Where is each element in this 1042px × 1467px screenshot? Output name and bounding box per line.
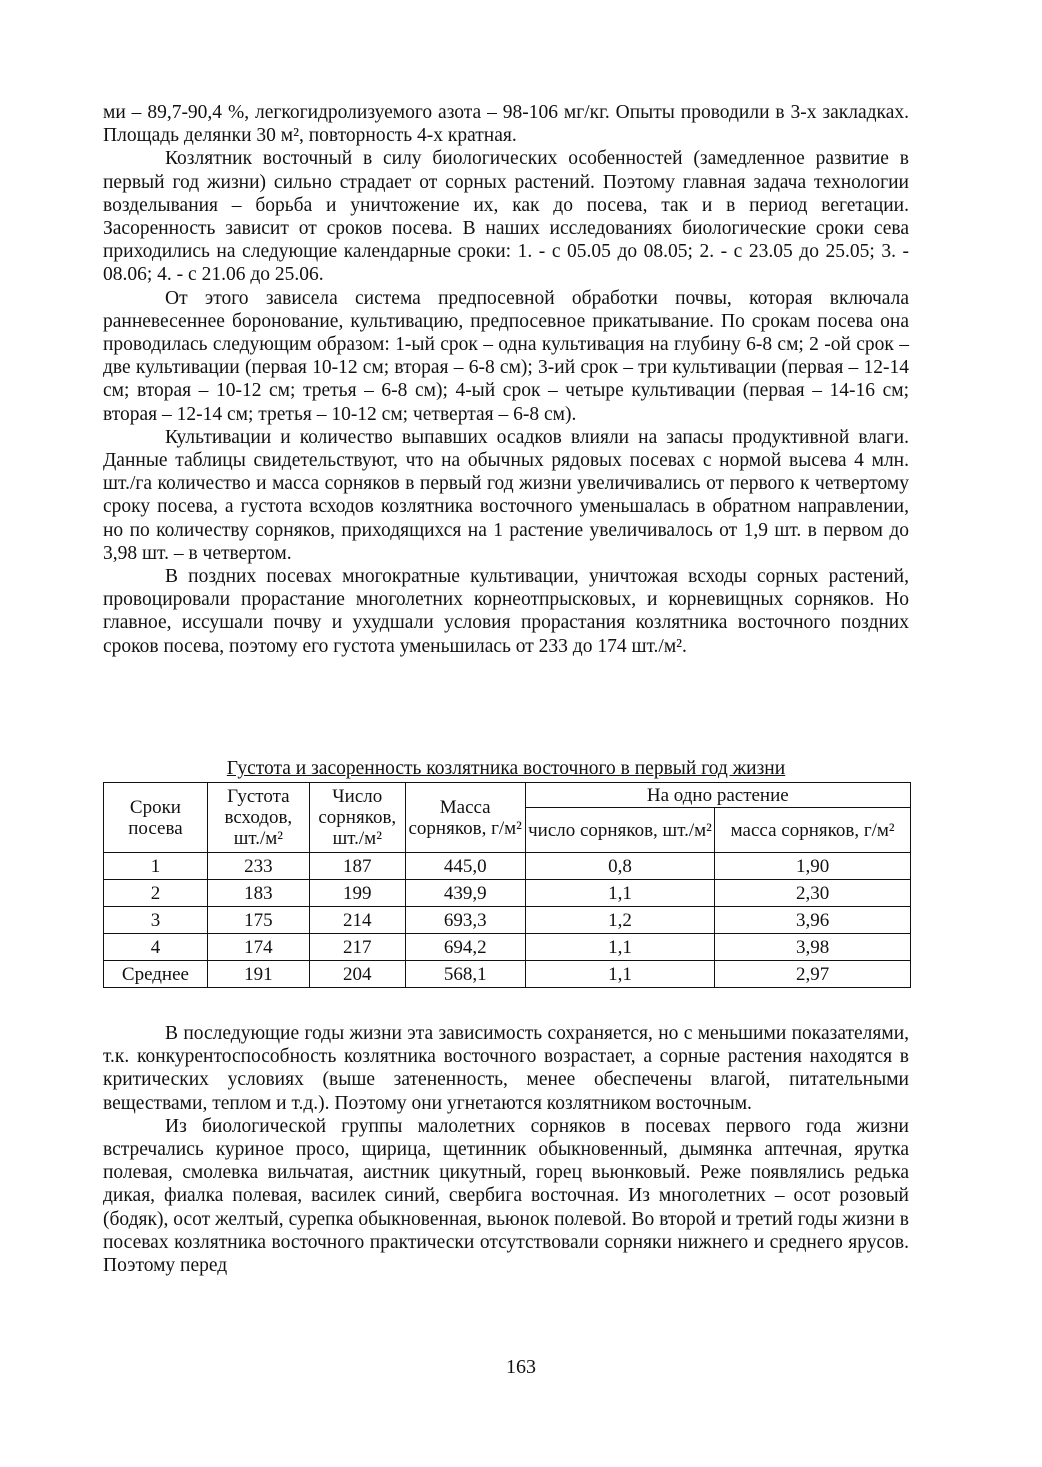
header-cell: Масса сорняков, г/м² (405, 783, 525, 853)
table-cell: 214 (309, 907, 405, 934)
table-cell: 233 (207, 853, 309, 880)
table-cell: 2,30 (715, 880, 911, 907)
header-group-cell: На одно растение (525, 783, 910, 808)
table-caption (103, 757, 909, 781)
table-row (104, 961, 911, 988)
paragraph: Культивации и количество выпавших осадков влияли на запасы продуктивной влаги. Данные таблицы свидетельствуют, что на обычных рядовых посевах с нормой высева 4 млн. шт./га количество и масса сорняков в первый год жизни увеличивались от первого к четвертому сроку посева, а густота всходов козлятника восточного уменьшалась в обратном направлении, но по количеству сорняков, приходящихся на 1 растение увеличивалось от 1,9 шт. в первом до 3,98 шт. – в четвертом. (103, 426, 909, 564)
paragraph: Козлятник восточный в силу биологических особенностей (замедленное развитие в первый год жизни) сильно страдает от сорных растений. Поэтому главная задача технологии возделывания – борьба и уничтожение их, как до посева, так и в период вегетации. Засоренность зависит от сроков посева. В наших исследованиях биологические сроки сева приходились на следующие календарные сроки: 1. - с 05.05 до 08.05; 2. - с 23.05 до 25.05; 3. - 08.06; 4. - с 21.06 до 25.06. (103, 148, 909, 286)
table-cell: 204 (309, 961, 405, 988)
table-cell: 1,1 (525, 934, 715, 961)
paragraph: В последующие годы жизни эта зависимость сохраняется, но с меньшими показателями, т.к. конкурентоспособность козлятника восточного возрастает, а сорные растения находятся в критических условиях (выше затененность, менее обеспечены влагой, питательными веществами, теплом и т.д.). Поэтому они угнетаются козлятником восточным. (103, 1023, 909, 1114)
table-cell: 3 (104, 907, 208, 934)
paragraph: В поздних посевах многократные культивации, уничтожая всходы сорных растений, провоцировали прорастание многолетних корнеотпрысковых, и корневищных сорняков. Но главное, иссушали почву и ухудшали условия прорастания козлятника восточного поздних сроков посева, поэтому его густота уменьшилась от 233 до 174 шт./м². (103, 566, 909, 657)
table-cell: 1,1 (525, 880, 715, 907)
table-cell: 0,8 (525, 853, 715, 880)
paragraph: От этого зависела система предпосевной обработки почвы, которая включала ранневесеннее боронование, культивацию, предпосевное прикатывание. По срокам посева она проводилась следующим образом: 1-ый срок – одна культивация на глубину 6-8 см; 2 -ой срок – две культивации (первая 10-12 см; вторая – 6-8 см); 3-ий срок – три культивации (первая – 12-14 см; вторая – 10-12 см; третья – 6-8 см); 4-ый срок – четыре культивации (первая – 14-16 см; вторая – 12-14 см; третья – 10-12 см; четвертая – 6-8 см). (103, 287, 909, 425)
table-cell: 199 (309, 880, 405, 907)
table-cell: 187 (309, 853, 405, 880)
header-cell: масса сорняков, г/м² (715, 808, 911, 853)
table-cell: 693,3 (405, 907, 525, 934)
table-row (104, 907, 911, 934)
header-cell: Густота всходов, шт./м² (207, 783, 309, 853)
table-cell: 2 (104, 880, 208, 907)
table-body (104, 853, 911, 988)
table-cell: 694,2 (405, 934, 525, 961)
table-cell: 439,9 (405, 880, 525, 907)
table-cell: 1,2 (525, 907, 715, 934)
table-cell: 217 (309, 934, 405, 961)
table-cell: 1,90 (715, 853, 911, 880)
table-row (104, 934, 911, 961)
paragraph: ми – 89,7-90,4 %, легкогидролизуемого азота – 98-106 мг/кг. Опыты проводили в 3-х закладках. Площадь делянки 30 м², повторность 4-х кратная. (103, 102, 909, 147)
table-cell: 1 (104, 853, 208, 880)
table-row (104, 853, 911, 880)
table-cell: 183 (207, 880, 309, 907)
table-cell: 3,98 (715, 934, 911, 961)
body-text-after-table (103, 1022, 909, 1277)
table-cell: 1,1 (525, 961, 715, 988)
table-row (104, 880, 911, 907)
data-table (103, 782, 911, 988)
table-cell: 174 (207, 934, 309, 961)
page-number: 163 (506, 1356, 536, 1378)
table-cell: 3,96 (715, 907, 911, 934)
body-text-before-table (103, 101, 909, 658)
header-cell: Сроки посева (104, 783, 208, 853)
table-header-row (104, 783, 911, 808)
paragraph: Из биологической группы малолетних сорняков в посевах первого года жизни встречались куриное просо, щирица, щетинник обыкновенный, дымянка аптечная, ярутка полевая, смолевка вильчатая, аистник цикутный, горец вьюнковый. Реже появлялись редька дикая, фиалка полевая, василек синий, свербига восточная. Из многолетних – осот розовый (бодяк), осот желтый, сурепка обыкновенная, вьюнок полевой. Во второй и третий годы жизни в посевах козлятника восточного практически отсутствовали сорняки нижнего и среднего ярусов. Поэтому перед (103, 1115, 909, 1277)
table-cell: 445,0 (405, 853, 525, 880)
table-caption-text: Густота и засоренность козлятника восточного в первый год жизни (226, 758, 786, 779)
table-cell: 175 (207, 907, 309, 934)
header-cell: число сорняков, шт./м² (525, 808, 715, 853)
table-cell: 568,1 (405, 961, 525, 988)
table-cell: 191 (207, 961, 309, 988)
table-cell: 4 (104, 934, 208, 961)
table-cell: 2,97 (715, 961, 911, 988)
table-cell: Среднее (104, 961, 208, 988)
header-cell: Число сорняков, шт./м² (309, 783, 405, 853)
